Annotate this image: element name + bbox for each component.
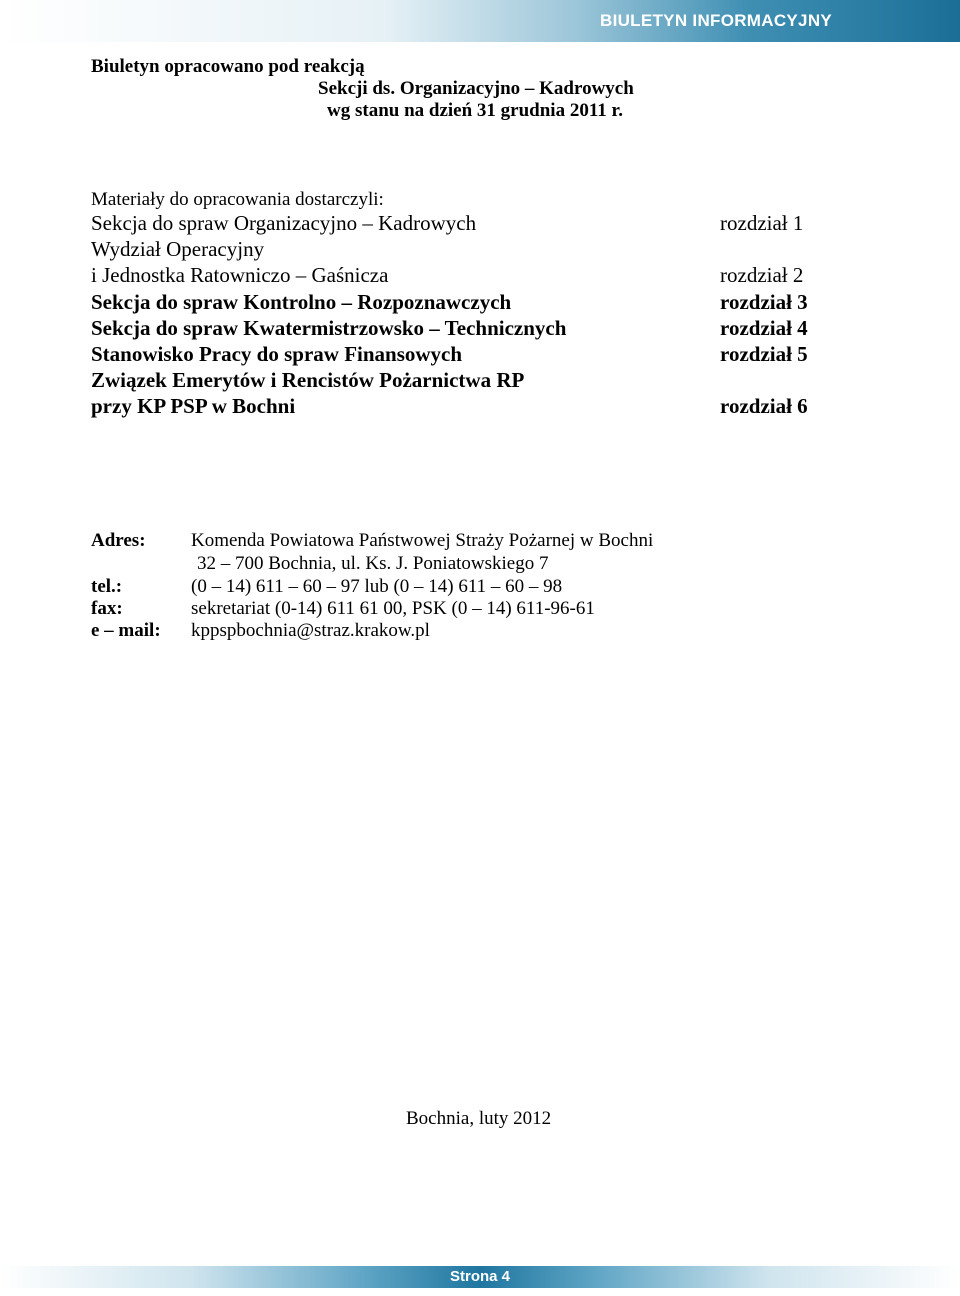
materials-heading: Materiały do opracowania dostarczyli:	[91, 189, 384, 210]
entry-chapter: rozdział 3	[720, 290, 808, 314]
entry-chapter: rozdział 6	[720, 394, 808, 418]
list-item	[91, 342, 815, 368]
entry-name: Wydział Operacyjny	[91, 237, 265, 261]
list-item	[91, 368, 815, 394]
email-label: e – mail:	[91, 620, 161, 641]
list-item	[91, 263, 815, 289]
editorial-line-1: Biuletyn opracowano pod reakcją	[91, 56, 365, 77]
address-line-1: Komenda Powiatowa Państwowej Straży Pożarnej w Bochni	[191, 530, 654, 551]
fax-label: fax:	[91, 598, 123, 619]
fax-value: sekretariat (0-14) 611 61 00, PSK (0 – 14) 611-96-61	[191, 598, 595, 619]
entry-chapter: rozdział 4	[720, 316, 808, 340]
list-item	[91, 290, 815, 316]
list-item	[91, 394, 815, 420]
tel-value: (0 – 14) 611 – 60 – 97 lub (0 – 14) 611 – 60 – 98	[191, 576, 563, 597]
tel-label: tel.:	[91, 576, 123, 597]
entry-chapter: rozdział 5	[720, 342, 808, 366]
list-item	[91, 316, 815, 342]
address-line-2: 32 – 700 Bochnia, ul. Ks. J. Poniatowskiego 7	[197, 553, 549, 574]
entry-chapter: rozdział 2	[720, 263, 804, 287]
editorial-line-2: Sekcji ds. Organizacyjno – Kadrowych	[318, 78, 634, 99]
list-item	[91, 237, 815, 263]
entry-chapter: rozdział 1	[720, 211, 804, 235]
place-date: Bochnia, luty 2012	[406, 1108, 552, 1129]
entry-name: Związek Emerytów i Rencistów Pożarnictwa RP	[91, 368, 525, 392]
email-value: kppspbochnia@straz.krakow.pl	[191, 620, 430, 641]
entry-name: Sekcja do spraw Kontrolno – Rozpoznawczych	[91, 290, 512, 314]
address-label: Adres:	[91, 530, 146, 551]
entry-name: i Jednostka Ratowniczo – Gaśnicza	[91, 263, 389, 287]
page-number: Strona 4	[449, 1268, 510, 1285]
entry-name: przy KP PSP w Bochni	[91, 394, 296, 418]
entry-name: Stanowisko Pracy do spraw Finansowych	[91, 342, 463, 366]
header-title: BIULETYN INFORMACYJNY	[600, 11, 833, 30]
entry-name: Sekcja do spraw Kwatermistrzowsko – Technicznych	[91, 316, 567, 340]
editorial-line-3: wg stanu na dzień 31 grudnia 2011 r.	[327, 100, 623, 121]
entry-name: Sekcja do spraw Organizacyjno – Kadrowych	[91, 211, 477, 235]
list-item	[91, 211, 815, 237]
